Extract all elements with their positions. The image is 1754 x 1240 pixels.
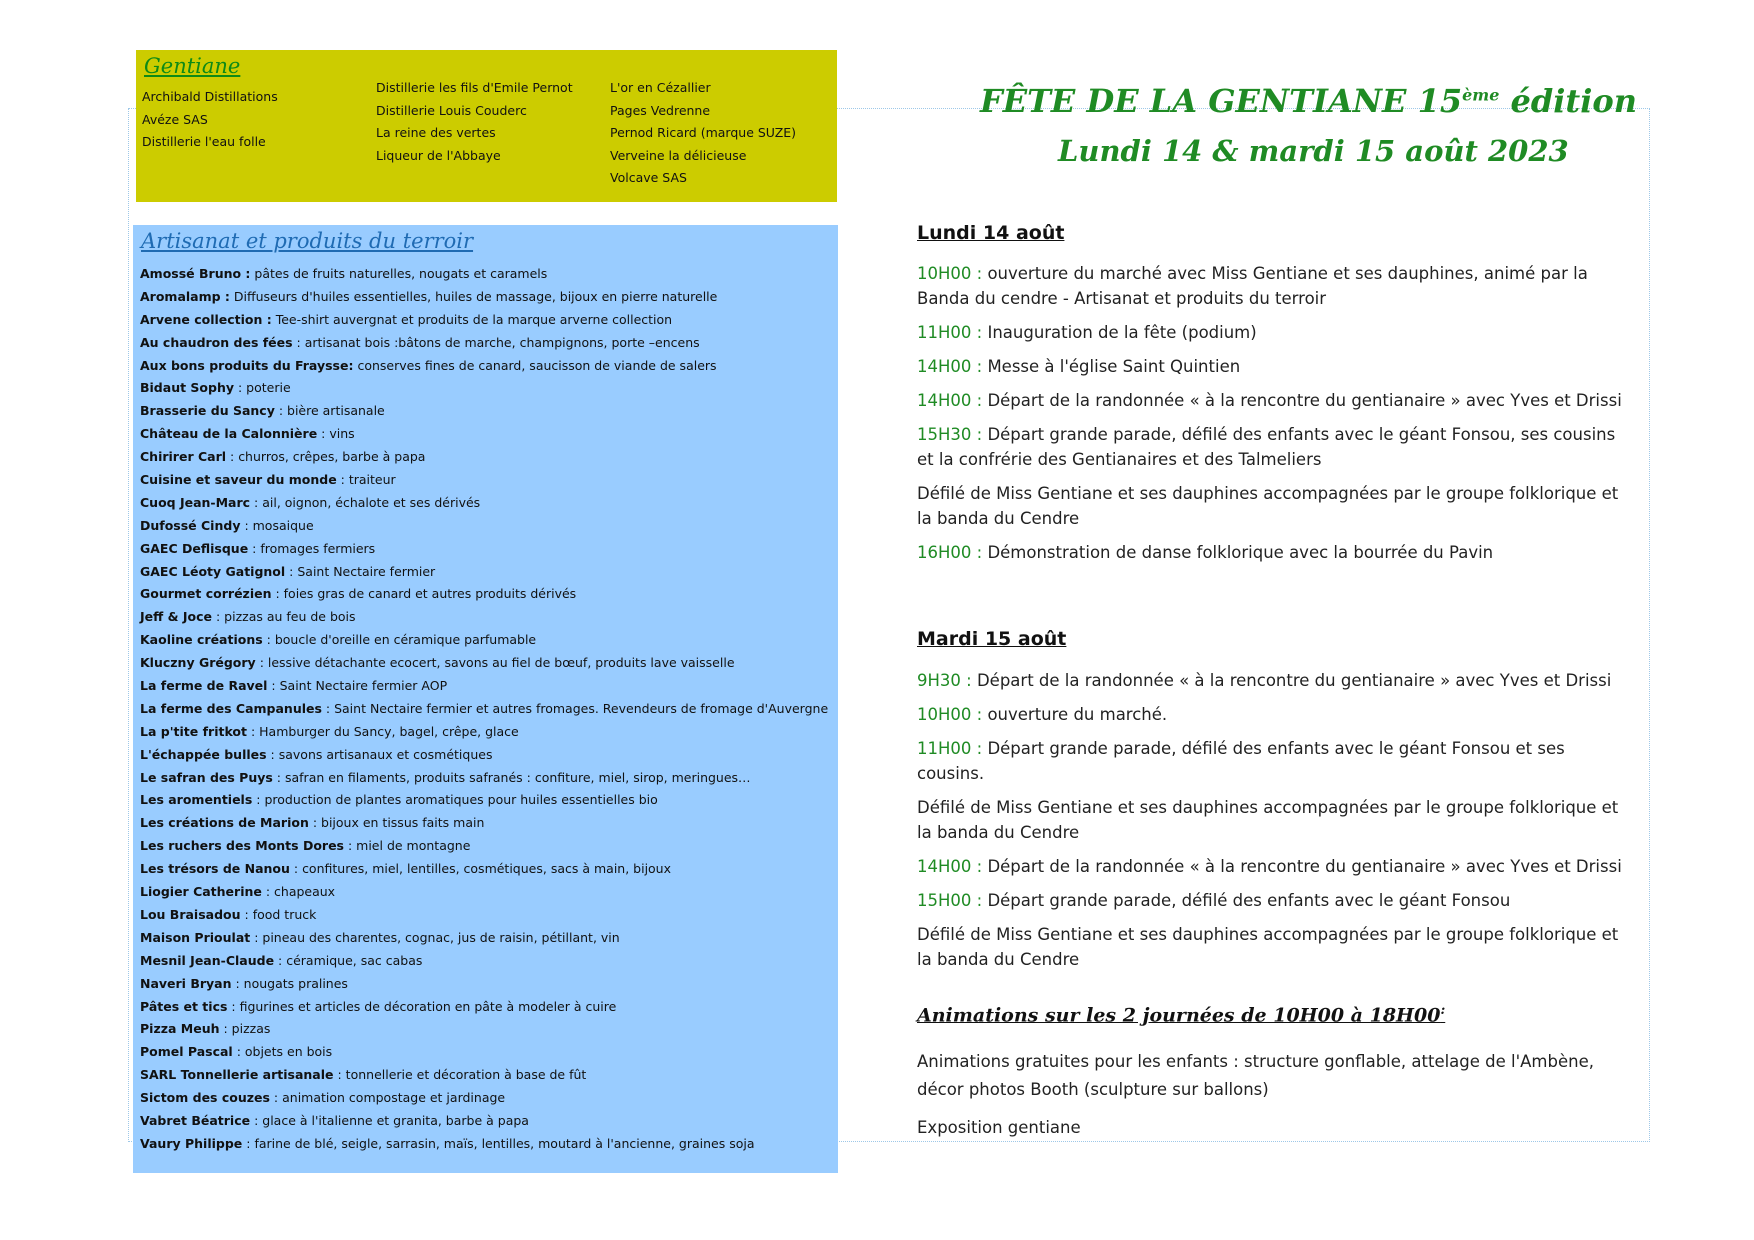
list-item: Distillerie l'eau folle <box>142 134 266 149</box>
animations-heading <box>917 1003 1445 1026</box>
gentiane-box <box>136 50 837 202</box>
schedule-time: 15H30 : <box>917 425 983 444</box>
vendor-description: : poterie <box>234 380 291 396</box>
schedule-time: 14H00 : <box>917 857 983 876</box>
list-item <box>140 538 828 561</box>
vendor-description: : lessive détachante ecocert, savons au fiel de bœuf, produits lave vaisselle <box>255 655 735 671</box>
vendor-name: Kaoline créations <box>140 632 263 648</box>
vendor-description: : pizzas <box>219 1021 271 1037</box>
vendor-description: : production de plantes aromatiques pour huiles essentielles bio <box>252 792 658 808</box>
vendor-name: Vaury Philippe <box>140 1135 243 1151</box>
vendor-description: : vins <box>317 426 355 442</box>
vendor-description: pâtes de fruits naturelles, nougats et caramels <box>250 266 548 281</box>
schedule-time: 11H00 : <box>917 739 983 758</box>
vendor-name: La ferme des Campanules <box>140 700 322 716</box>
schedule-text: Départ de la randonnée « à la rencontre du gentianaire » avec Yves et Drissi <box>982 857 1622 876</box>
schedule-text: Départ grande parade, défilé des enfants avec le géant Fonsou, ses cousins et la confrérie des Gentianaires et des Talmeliers <box>917 425 1616 469</box>
animations-section <box>917 1048 1632 1142</box>
animations-line: Animations gratuites pour les enfants : structure gonflable, attelage de l'Ambène, décor photos Booth (sculpture sur ballons) <box>917 1052 1594 1099</box>
list-item: Avéze SAS <box>142 111 208 127</box>
vendor-description: : safran en filaments, produits safranés : confiture, miel, sirop, meringues… <box>272 769 751 785</box>
list-item <box>140 950 828 973</box>
schedule-text: Messe à l'église Saint Quintien <box>982 357 1241 376</box>
list-item <box>140 812 828 835</box>
vendor-name: Liogier Catherine <box>140 884 262 900</box>
list-item <box>140 446 828 469</box>
vendor-name: Jeff & Joce <box>140 609 212 625</box>
vendor-name: Maison Prioulat <box>140 929 251 945</box>
list-item <box>140 355 828 378</box>
schedule-text: Démonstration de danse folklorique avec la bourrée du Pavin <box>982 543 1494 562</box>
list-item <box>140 1018 828 1041</box>
vendor-description: Tee-shirt auvergnat et produits de la marque arverne collection <box>271 311 673 327</box>
gentiane-column-3 <box>610 77 796 190</box>
schedule-time: 15H00 : <box>917 891 983 910</box>
vendor-description: : confitures, miel, lentilles, cosmétiques, sacs à main, bijoux <box>289 861 672 877</box>
list-item <box>140 263 828 286</box>
schedule-item <box>917 422 1632 472</box>
vendor-description: : chapeaux <box>261 884 336 900</box>
vendor-name: Cuisine et saveur du monde <box>140 472 337 488</box>
list-item: Distillerie les fils d'Emile Pernot <box>376 80 573 95</box>
vendor-name: Chirirer Carl <box>140 449 227 465</box>
monday-schedule <box>917 261 1632 574</box>
vendor-description: : churros, crêpes, barbe à papa <box>226 449 426 465</box>
vendor-name: La p'tite fritkot <box>140 723 247 739</box>
vendor-description: : mosaique <box>240 517 314 533</box>
vendor-name: Au chaudron des fées <box>140 334 293 350</box>
schedule-item <box>917 668 1632 693</box>
vendor-name: Vabret Béatrice <box>140 1112 251 1128</box>
list-item <box>140 835 828 858</box>
vendor-name: Naveri Bryan <box>140 975 232 991</box>
list-item <box>140 973 828 996</box>
schedule-item <box>917 481 1632 531</box>
schedule-text: Défilé de Miss Gentiane et ses dauphines accompagnées par le groupe folklorique et la banda du Cendre <box>917 798 1619 842</box>
schedule-time: 14H00 : <box>917 357 983 376</box>
vendor-description: : fromages fermiers <box>248 540 376 556</box>
animations-heading-colon: : <box>1440 1003 1446 1018</box>
vendor-name: Mesnil Jean-Claude <box>140 952 275 968</box>
schedule-item <box>917 320 1632 345</box>
list-item <box>140 377 828 400</box>
monday-heading: Lundi 14 août <box>917 222 1065 244</box>
vendor-description: : foies gras de canard et autres produits dérivés <box>271 586 577 602</box>
list-item <box>140 606 828 629</box>
list-item <box>140 423 828 446</box>
list-item <box>140 1087 828 1110</box>
vendor-name: Pizza Meuh <box>140 1021 220 1037</box>
list-item <box>140 1110 828 1133</box>
list-item <box>140 332 828 355</box>
list-item <box>140 1133 828 1156</box>
gentiane-column-2 <box>376 77 573 167</box>
list-item: Pernod Ricard (marque SUZE) <box>610 125 797 140</box>
vendor-description: : animation compostage et jardinage <box>269 1090 506 1106</box>
vendor-description: : Hamburger du Sancy, bagel, crêpe, glace <box>247 723 519 739</box>
vendor-name: L'échappée bulles <box>140 746 267 762</box>
schedule-text: Départ grande parade, défilé des enfants avec le géant Fonsou et ses cousins. <box>917 739 1565 783</box>
vendor-description: : savons artisanaux et cosmétiques <box>266 746 493 762</box>
vendor-description: : tonnellerie et décoration à base de fût <box>333 1067 587 1083</box>
schedule-time: 10H00 : <box>917 264 983 283</box>
vendor-name: Pomel Pascal <box>140 1044 233 1060</box>
list-item: Pages Vedrenne <box>610 102 711 118</box>
vendor-name: Le safran des Puys <box>140 769 273 785</box>
animations-heading-text: Animations sur les 2 journées de 10H00 à 18H00 <box>917 1004 1441 1027</box>
list-item: Volcave SAS <box>610 170 687 185</box>
list-item: Distillerie Louis Couderc <box>376 102 527 118</box>
tuesday-heading: Mardi 15 août <box>917 628 1067 650</box>
list-item <box>140 1041 828 1064</box>
vendor-name: Aromalamp : <box>140 288 230 304</box>
gentiane-title: Gentiane <box>144 54 241 78</box>
vendor-name: Les trésors de Nanou <box>140 861 290 877</box>
vendor-description: Diffuseurs d'huiles essentielles, huiles de massage, bijoux en pierre naturelle <box>229 288 718 304</box>
vendor-name: Bidaut Sophy <box>140 380 235 396</box>
schedule-text: Départ grande parade, défilé des enfants avec le géant Fonsou <box>982 891 1511 910</box>
schedule-item <box>917 888 1632 913</box>
vendor-description: : Saint Nectaire fermier AOP <box>267 678 448 694</box>
artisanat-box <box>133 225 838 1173</box>
vendor-description: : Saint Nectaire fermier et autres fromages. Revendeurs de fromage d'Auvergne <box>321 700 829 716</box>
vendor-name: Cuoq Jean-Marc <box>140 494 251 510</box>
vendor-name: Dufossé Cindy <box>140 517 241 533</box>
list-item <box>140 789 828 812</box>
schedule-time: 16H00 : <box>917 543 983 562</box>
schedule-item <box>917 354 1632 379</box>
schedule-item <box>917 261 1632 311</box>
vendor-name: Arvene collection : <box>140 311 272 327</box>
vendor-description: : glace à l'italienne et granita, barbe à papa <box>250 1112 529 1128</box>
vendor-description: : nougats pralines <box>231 975 348 991</box>
schedule-text: ouverture du marché. <box>982 705 1168 724</box>
vendor-name: Kluczny Grégory <box>140 655 256 671</box>
schedule-text: Départ de la randonnée « à la rencontre du gentianaire » avec Yves et Drissi <box>971 671 1612 690</box>
page-title <box>980 82 1660 120</box>
vendor-description: : miel de montagne <box>344 838 471 854</box>
vendor-name: Sictom des couzes <box>140 1090 270 1106</box>
tuesday-schedule <box>917 668 1632 981</box>
list-item <box>140 469 828 492</box>
vendor-description: : figurines et articles de décoration en pâte à modeler à cuire <box>227 998 617 1014</box>
schedule-text: Inauguration de la fête (podium) <box>982 323 1257 342</box>
list-item <box>140 583 828 606</box>
title-edition: édition <box>1499 82 1637 120</box>
vendor-name: Les ruchers des Monts Dores <box>140 838 344 854</box>
vendor-description: : bijoux en tissus faits main <box>308 815 485 831</box>
vendor-description: conserves fines de canard, saucisson de viande de salers <box>353 357 717 373</box>
vendor-description: : pineau des charentes, cognac, jus de raisin, pétillant, vin <box>250 929 620 945</box>
vendor-name: Les aromentiels <box>140 792 253 808</box>
schedule-item <box>917 795 1632 845</box>
list-item <box>140 309 828 332</box>
list-item <box>140 927 828 950</box>
list-item: La reine des vertes <box>376 125 496 140</box>
list-item <box>140 698 828 721</box>
vendor-name: Château de la Calonnière <box>140 426 318 442</box>
list-item <box>140 561 828 584</box>
vendor-description: : traiteur <box>336 472 396 488</box>
schedule-time: 14H00 : <box>917 391 983 410</box>
vendor-description: : food truck <box>240 906 317 922</box>
list-item <box>140 881 828 904</box>
vendor-name: Pâtes et tics <box>140 998 228 1014</box>
schedule-item <box>917 388 1632 413</box>
list-item <box>140 400 828 423</box>
list-item <box>140 904 828 927</box>
animations-line: Exposition gentiane <box>917 1118 1081 1137</box>
vendor-description: : bière artisanale <box>274 403 385 419</box>
list-item <box>140 629 828 652</box>
vendor-name: Aux bons produits du Fraysse: <box>140 357 354 373</box>
schedule-text: Défilé de Miss Gentiane et ses dauphines accompagnées par le groupe folklorique et la banda du Cendre <box>917 484 1619 528</box>
schedule-time: 10H00 : <box>917 705 983 724</box>
schedule-time: 11H00 : <box>917 323 983 342</box>
vendor-description: : céramique, sac cabas <box>274 952 423 968</box>
schedule-time: 9H30 : <box>917 671 972 690</box>
artisanat-list <box>140 263 828 1156</box>
list-item <box>140 286 828 309</box>
schedule-item <box>917 854 1632 879</box>
vendor-name: Gourmet corrézien <box>140 586 272 602</box>
vendor-name: GAEC Léoty Gatignol <box>140 563 286 579</box>
list-item <box>140 858 828 881</box>
schedule-item <box>917 540 1632 565</box>
vendor-name: GAEC Deflisque <box>140 540 249 556</box>
vendor-name: SARL Tonnellerie artisanale <box>140 1067 334 1083</box>
schedule-item <box>917 922 1632 972</box>
vendor-name: Lou Braisadou <box>140 906 241 922</box>
schedule-text: Départ de la randonnée « à la rencontre du gentianaire » avec Yves et Drissi <box>982 391 1622 410</box>
vendor-description: : boucle d'oreille en céramique parfumable <box>262 632 537 648</box>
vendor-name: Les créations de Marion <box>140 815 309 831</box>
list-item <box>140 515 828 538</box>
title-text: FÊTE DE LA GENTIANE 15 <box>980 82 1463 120</box>
list-item <box>140 996 828 1019</box>
list-item <box>140 767 828 790</box>
vendor-name: La ferme de Ravel <box>140 678 268 694</box>
list-item <box>140 744 828 767</box>
list-item: Liqueur de l'Abbaye <box>376 147 501 163</box>
list-item <box>140 1064 828 1087</box>
list-item <box>140 675 828 698</box>
schedule-item <box>917 736 1632 786</box>
title-superscript: ème <box>1462 85 1500 105</box>
list-item: L'or en Cézallier <box>610 80 711 95</box>
list-item <box>140 721 828 744</box>
vendor-description: : Saint Nectaire fermier <box>285 563 436 579</box>
page-subtitle: Lundi 14 & mardi 15 août 2023 <box>1058 134 1569 168</box>
list-item <box>140 492 828 515</box>
schedule-item <box>917 702 1632 727</box>
vendor-name: Brasserie du Sancy <box>140 403 275 419</box>
schedule-text: Défilé de Miss Gentiane et ses dauphines accompagnées par le groupe folklorique et la banda du Cendre <box>917 925 1619 969</box>
artisanat-title: Artisanat et produits du terroir <box>141 229 474 253</box>
schedule-text: ouverture du marché avec Miss Gentiane et ses dauphines, animé par la Banda du cendre - Artisanat et produits du terroir <box>917 264 1588 308</box>
vendor-description: : artisanat bois :bâtons de marche, champignons, porte –encens <box>292 334 700 350</box>
vendor-description: : farine de blé, seigle, sarrasin, maïs, lentilles, moutard à l'ancienne, graines soja <box>242 1135 755 1151</box>
list-item <box>140 652 828 675</box>
vendor-description: : objets en bois <box>232 1044 333 1060</box>
vendor-description: : ail, oignon, échalote et ses dérivés <box>250 494 481 510</box>
vendor-name: Amossé Bruno : <box>140 266 251 281</box>
list-item: Verveine la délicieuse <box>610 147 747 163</box>
list-item: Archibald Distillations <box>142 89 278 104</box>
gentiane-column-1 <box>142 86 278 154</box>
vendor-description: : pizzas au feu de bois <box>212 609 356 625</box>
